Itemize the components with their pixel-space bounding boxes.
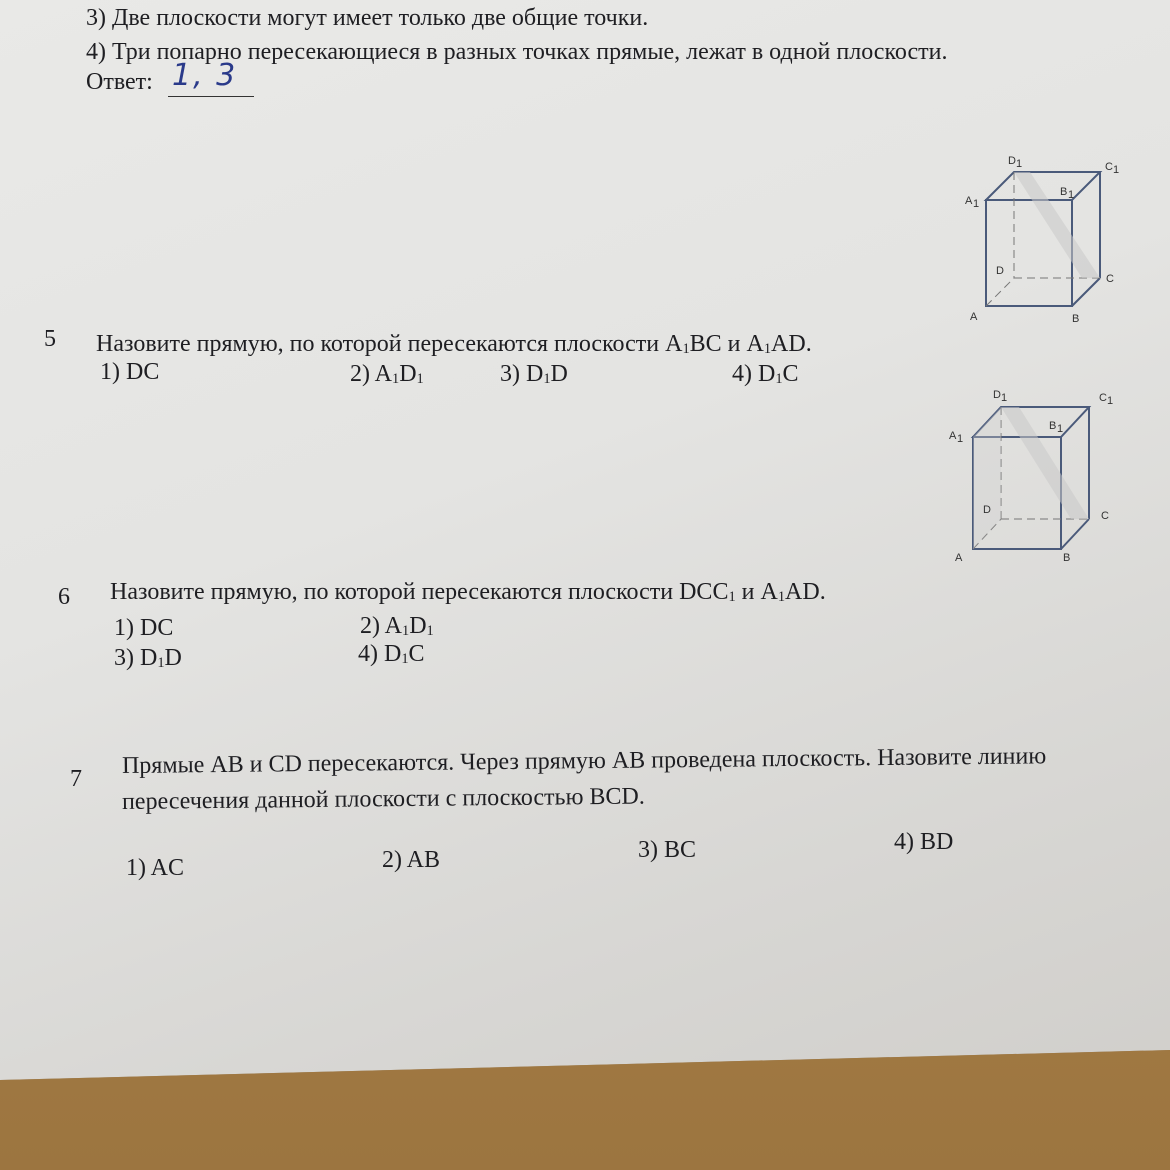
- label-A: A: [970, 311, 978, 323]
- answer-label: Ответ:: [86, 69, 153, 95]
- label-B1: B: [1060, 186, 1068, 198]
- q5-option-3: 3) $D_1D$: [500, 361, 568, 388]
- q7-option-4: 4) BD: [894, 829, 954, 855]
- label-D1: D: [1008, 155, 1016, 167]
- q5-question: Назовите прямую, по которой пересекаются плоскости $A_1BC$ и $A_1AD$.: [96, 331, 812, 358]
- label2-B1: B: [1049, 420, 1057, 432]
- q6-option-4: 4) $D_1C$: [358, 641, 425, 668]
- q7-number: 7: [70, 766, 82, 792]
- q7-option-3: 3) BC: [638, 837, 697, 863]
- q6-question: Назовите прямую, по которой пересекаются плоскости $DCC_1$ и $A_1AD$.: [110, 579, 826, 606]
- q6-number: 6: [58, 584, 70, 610]
- label-B1-sub: 1: [1068, 189, 1075, 201]
- label2-A1-sub: 1: [957, 433, 964, 445]
- option-4-text: 4) Три попарно пересекающиеся в разных точках прямые, лежат в одной плоскости.: [86, 39, 948, 65]
- label-D1-sub: 1: [1016, 158, 1023, 170]
- label2-D1-sub: 1: [1001, 392, 1008, 404]
- q7-question-line2: пересечения данной плоскости с плоскостью BCD.: [121, 783, 645, 815]
- q5-option-2: 2) $A_1D_1$: [350, 361, 424, 388]
- q6-option-3: 3) $D_1D$: [114, 645, 182, 672]
- label-C1-sub: 1: [1113, 164, 1120, 176]
- label-D: D: [996, 265, 1004, 277]
- answer-underline: [168, 96, 254, 97]
- q7-option-1: 1) AC: [126, 855, 185, 881]
- q5-number: 5: [44, 326, 56, 352]
- q7-option-2: 2) AB: [382, 847, 441, 873]
- label-C: C: [1106, 273, 1114, 285]
- label2-B1-sub: 1: [1057, 423, 1064, 435]
- label-C1: C: [1105, 161, 1113, 173]
- handwritten-answer: 1, 3: [172, 58, 238, 93]
- q5-option-4: 4) $D_1C$: [732, 361, 799, 388]
- label-B: B: [1072, 313, 1080, 325]
- label-A1: A: [965, 195, 973, 207]
- q5-option-1: 1) DC: [100, 359, 160, 385]
- label-A1-sub: 1: [973, 198, 980, 210]
- q7-question-line1: Прямые AB и CD пересекаются. Через прямую AB проведена плоскость. Назовите линию: [121, 743, 1047, 779]
- label2-A1: A: [949, 430, 957, 442]
- q6-option-1: 1) DC: [114, 615, 174, 641]
- label2-D: D: [983, 504, 991, 516]
- option-3-text: 3) Две плоскости могут имеет только две общие точки.: [86, 5, 649, 31]
- label2-C1: C: [1099, 392, 1107, 404]
- cube-figure-1: [950, 150, 1130, 330]
- q6-option-2: 2) $A_1D_1$: [360, 613, 434, 640]
- label2-B: B: [1063, 552, 1071, 564]
- label2-A: A: [955, 552, 963, 564]
- label2-C1-sub: 1: [1107, 395, 1114, 407]
- cube-figure-2: [935, 383, 1125, 568]
- label2-D1: D: [993, 389, 1001, 401]
- label2-C: C: [1101, 510, 1109, 522]
